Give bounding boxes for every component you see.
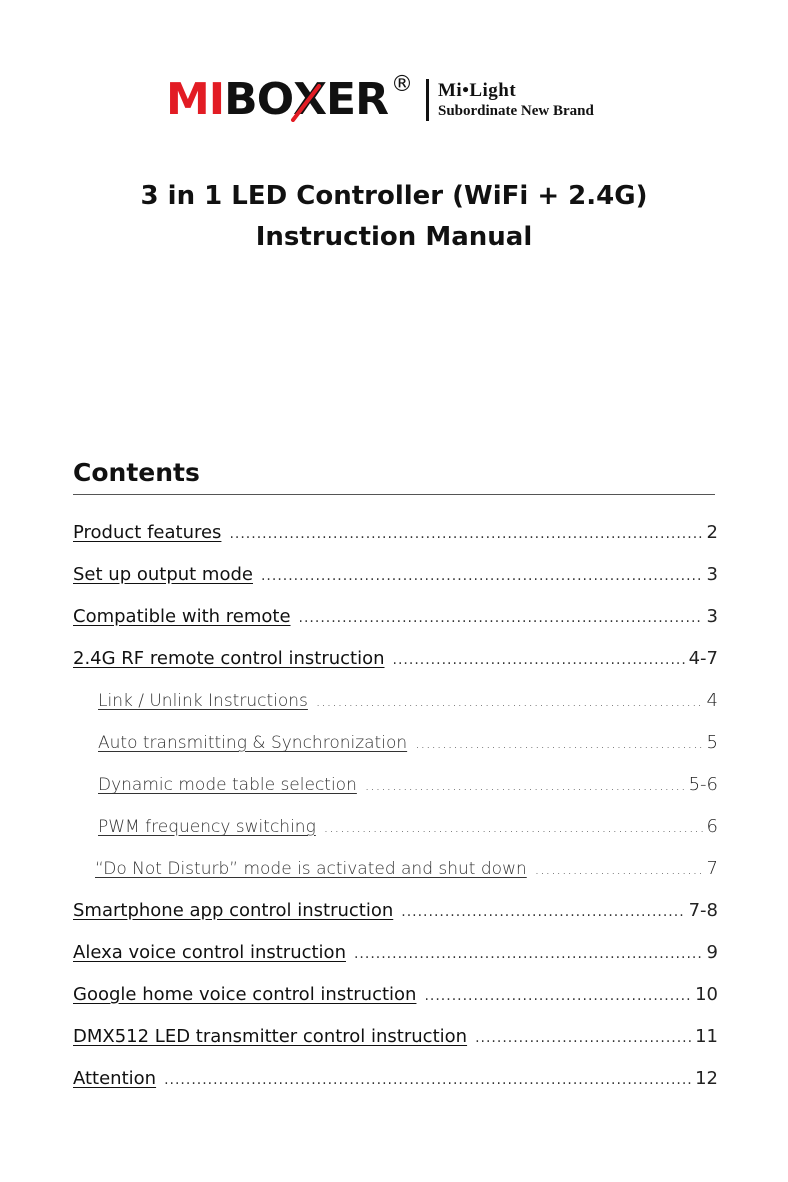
logo-red-slash-icon	[289, 84, 323, 122]
miboxer-logo	[166, 72, 412, 125]
toc-item-compatible-with-remote	[73, 606, 718, 648]
toc-link[interactable]: Dynamic mode table selection	[98, 775, 357, 795]
toc-leader-dots	[354, 946, 703, 962]
contents-heading: Contents	[73, 458, 200, 487]
sub-brand-tagline: Subordinate New Brand	[437, 103, 594, 119]
toc-subitem-dynamic-mode-table	[73, 774, 718, 816]
toc-page-number: 7-8	[688, 900, 718, 921]
title-line-2: Instruction Manual	[255, 222, 533, 252]
sub-brand	[438, 80, 594, 120]
toc-link[interactable]: Set up output mode	[73, 564, 253, 585]
toc-item-dmx512	[73, 1026, 718, 1068]
toc-leader-dots	[229, 526, 702, 542]
document-title	[0, 176, 788, 258]
toc-page-number: 2	[706, 522, 718, 543]
toc-item-alexa-voice	[73, 942, 718, 984]
toc-page-number: 5-6	[688, 774, 718, 795]
toc-link[interactable]: Attention	[73, 1068, 157, 1089]
toc-item-smartphone-app	[73, 900, 718, 942]
toc-link[interactable]: Link / Unlink Instructions	[98, 691, 308, 711]
toc-link[interactable]: “Do Not Disturb” mode is activated and shut down	[95, 859, 527, 879]
sub-brand-name: Mi•Light	[437, 80, 517, 101]
contents-divider	[73, 494, 715, 495]
toc-page-number: 3	[706, 564, 718, 585]
toc-leader-dots	[535, 862, 703, 878]
toc-leader-dots	[324, 820, 703, 836]
toc-page-number: 9	[706, 942, 718, 963]
toc-page-number: 11	[695, 1026, 718, 1047]
toc-leader-dots	[393, 652, 685, 668]
toc-page-number: 7	[706, 858, 718, 879]
toc-link[interactable]: PWM frequency switching	[98, 817, 316, 837]
toc-link[interactable]: Compatible with remote	[73, 606, 291, 627]
toc-leader-dots	[415, 736, 702, 752]
toc-item-attention	[73, 1068, 718, 1110]
toc-subitem-auto-transmitting	[73, 732, 718, 774]
toc-link[interactable]: Auto transmitting & Synchronization	[98, 733, 408, 753]
toc-leader-dots	[261, 568, 703, 584]
toc-item-google-home-voice	[73, 984, 718, 1026]
toc-page-number: 5	[706, 732, 718, 753]
toc-page-number: 4	[706, 690, 718, 711]
toc-page-number: 10	[695, 984, 718, 1005]
toc-leader-dots	[401, 904, 684, 920]
toc-link[interactable]: 2.4G RF remote control instruction	[73, 648, 385, 669]
logo-er: ER	[326, 74, 388, 125]
registered-mark: ®	[390, 72, 412, 97]
toc-item-rf-remote-control	[73, 648, 718, 690]
logo-divider	[426, 79, 429, 121]
brand-header	[166, 72, 594, 128]
toc-link[interactable]: Alexa voice control instruction	[73, 942, 346, 963]
logo-x: X	[293, 74, 327, 125]
table-of-contents	[73, 522, 718, 1110]
toc-page-number: 12	[695, 1068, 718, 1089]
toc-leader-dots	[424, 988, 691, 1004]
toc-page-number: 3	[706, 606, 718, 627]
toc-link[interactable]: DMX512 LED transmitter control instruction	[73, 1026, 468, 1047]
toc-leader-dots	[365, 778, 685, 794]
toc-link[interactable]: Smartphone app control instruction	[73, 900, 394, 921]
toc-link[interactable]: Google home voice control instruction	[73, 984, 417, 1005]
logo-x-mark	[293, 74, 327, 125]
logo-bo: BO	[224, 74, 294, 125]
toc-subitem-link-unlink	[73, 690, 718, 732]
toc-page-number: 4-7	[688, 648, 718, 669]
toc-item-product-features	[73, 522, 718, 564]
toc-leader-dots	[316, 694, 703, 710]
toc-link[interactable]: Product features	[73, 522, 222, 543]
title-line-1: 3 in 1 LED Controller (WiFi + 2.4G)	[140, 181, 648, 211]
toc-leader-dots	[164, 1072, 691, 1088]
toc-page-number: 6	[706, 816, 718, 837]
toc-item-set-up-output-mode	[73, 564, 718, 606]
logo-mi: MI	[166, 74, 225, 125]
toc-subitem-pwm-frequency	[73, 816, 718, 858]
toc-leader-dots	[475, 1030, 691, 1046]
toc-subitem-do-not-disturb	[73, 858, 718, 900]
toc-leader-dots	[299, 610, 703, 626]
